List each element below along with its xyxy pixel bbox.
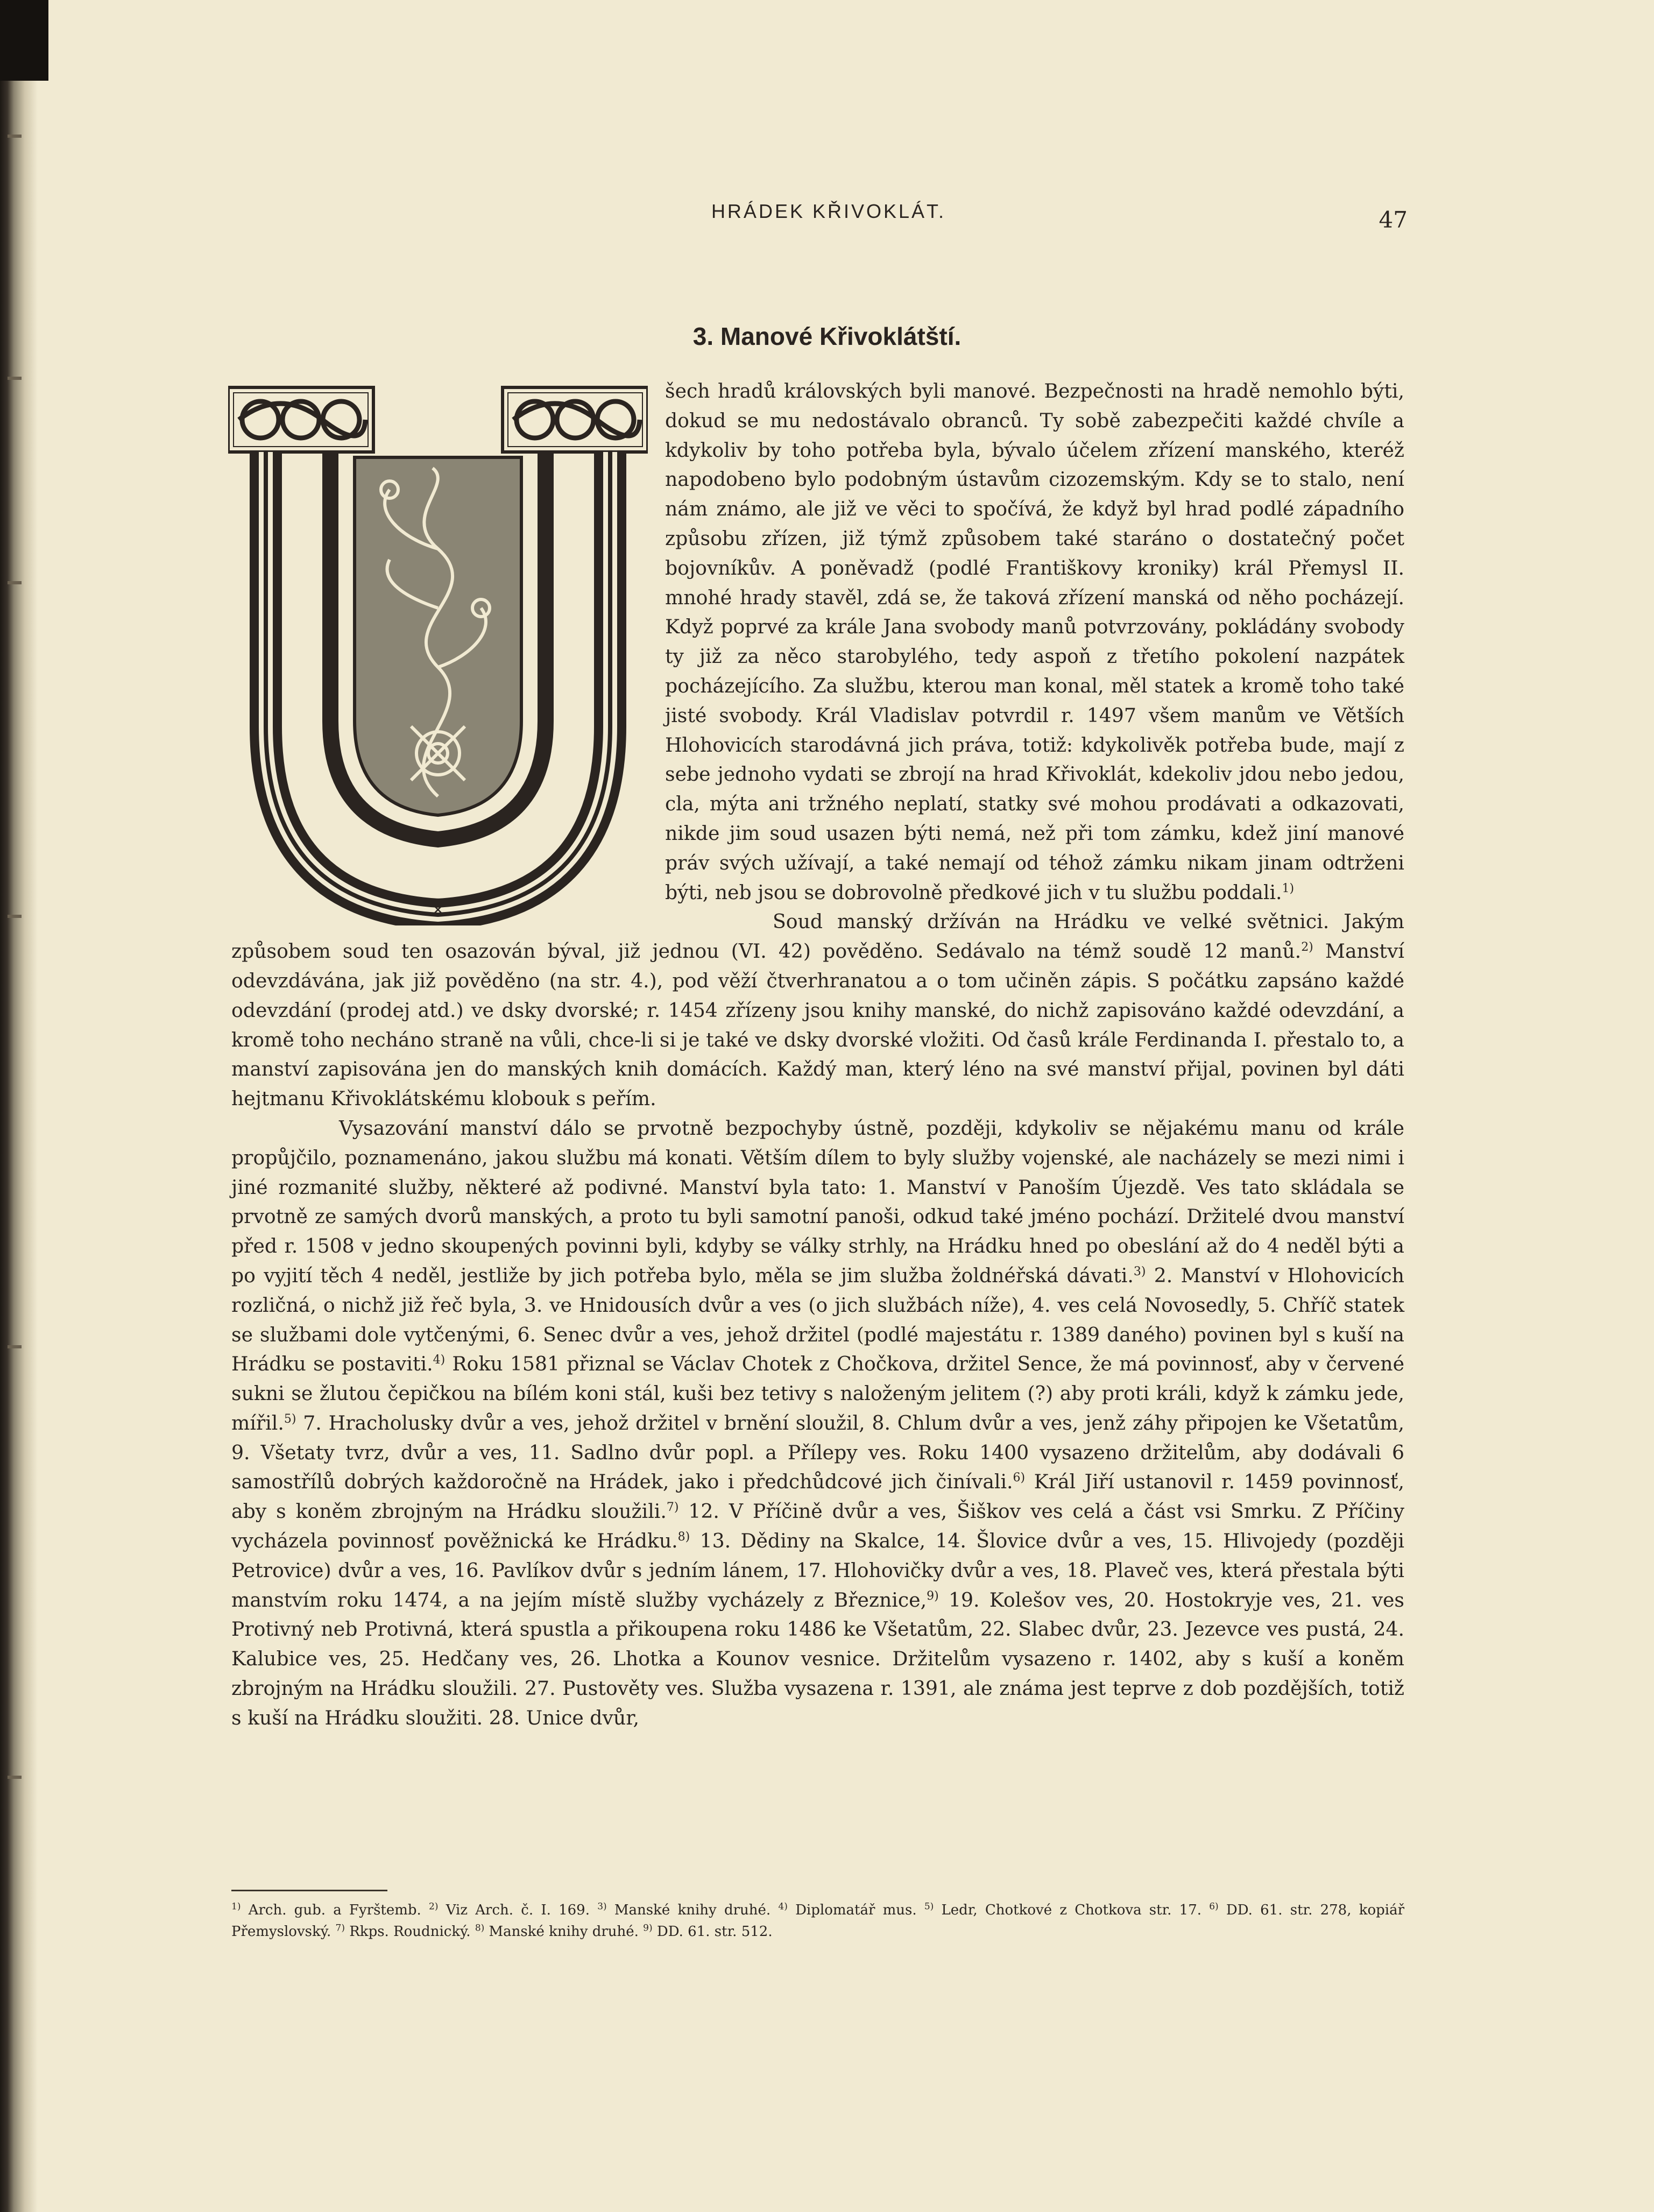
footnote-ref[interactable]: 8) bbox=[677, 1530, 690, 1544]
footnote-text: Viz Arch. č. I. 169. bbox=[438, 1902, 598, 1918]
footnote-text: Rkps. Roudnický. bbox=[344, 1924, 475, 1940]
binding-stitch bbox=[8, 377, 22, 380]
footnote-text: Arch. gub. a Fyrštemb. bbox=[241, 1902, 429, 1918]
text-run: šech hradů královských byli manové. Bezpečnosti na hradě nemohlo býti, dokud se mu nedostávalo obranců. Ty sobě zabezpečiti každé chvíle a kdykoliv by toho potřeba byla, bývalo účelem zřízení manského, kteréž napodobeno bylo podobným ústavům cizozemským. Kdy se to stalo, není nám známo, ale již ve věci to spočívá, že když byl hrad podlé západního způsobu zřízen, již týmž způsobem také staráno o dostatečný počet bojovníkův. A poněvadž (podlé Františkovy kroniky) král Přemysl II. mnohé hrady stavěl, zdá se, že taková zřízení manská od něho pocházejí. Když poprvé za krále Jana svobody manů potvrzovány, pokládány svobody ty již za něco starobylého, tedy aspoň z třetího pokolení nazpátek pocházejícího. Za službu, kterou man konal, měl statek a kromě toho také jisté svobody. Král Vladislav potvrdil r. 1497 všem manům ve Větších Hlohovicích starodávná jich práva, totiž: kdykolivěk potřeba bude, mají z sebe jednoho vydati se zbrojí na hrad Křivoklát, kdekoliv jdou nebo jedou, cla, mýta ani tržného neplatí, statky své mohou prodávati a odkazovati, nikde jim soud usazen býti nemá, než při tom zámku, kdež jiní manové práv svých užívají, a také nemají od téhož zámku nikam jinam odtrženi býti, neb jsou se dobrovolně předkové jich v tu službu poddali. bbox=[665, 379, 1404, 904]
footnote-marker: 3) bbox=[597, 1901, 607, 1912]
footnote-marker: 2) bbox=[429, 1901, 439, 1912]
binding-stitch bbox=[8, 135, 22, 138]
binding-stitch bbox=[8, 581, 22, 584]
main-text bbox=[231, 377, 1404, 1733]
paragraph bbox=[231, 1114, 1404, 1733]
footnotes bbox=[231, 1899, 1404, 1942]
text-run: 19. Kolešov ves, 20. Hostokryje ves, 21. ves Protivný neb Protivná, která spustla a přikoupena roku 1486 ke Všetatům, 22. Slabec dvůr, 23. Jezevce ves pustá, 24. Kalubice ves, 25. Hedčany ves, 26. Lhotka a Kounov vesnice. Držitelům vysazeno r. 1402, aby s kuší a koněm zbrojným na Hrádku sloužili. 27. Pustověty ves. Služba vysazena r. 1391, ale známa jest teprve z dob pozdějších, totiž s kuší na Hrádku sloužiti. 28. Unice dvůr, bbox=[231, 1588, 1404, 1729]
text-run: Soud manský držíván na Hrádku ve velké světnici. Jakým způsobem soud ten osazován býval, již jednou (VI. 42) pověděno. Sedávalo na témž soudě 12 manů. bbox=[231, 910, 1404, 963]
text-run: 13. Dědiny na Skalce, 14. Šlovice dvůr a ves, 15. Hlivojedy (později Petrovice) dvůr a ves, 16. Pavlíkov dvůr s jedním lánem, 17. Hlohovičky dvůr a ves, 18. Plaveč ves, která přestala býti manstvím roku 1474, a na jejím místě služby vycházely z Březnice, bbox=[231, 1529, 1404, 1612]
footnote-separator bbox=[231, 1890, 387, 1891]
footnote-text: Ledr, Chotkové z Chotkova str. 17. bbox=[934, 1902, 1210, 1918]
footnote-text: Diplomatář mus. bbox=[787, 1902, 924, 1918]
page-number: 47 bbox=[1379, 207, 1408, 233]
footnote-ref[interactable]: 2) bbox=[1301, 941, 1313, 955]
footnote-marker: 5) bbox=[924, 1901, 934, 1912]
binding-stitch bbox=[8, 915, 22, 918]
text-run: 12. V Příčině dvůr a ves, Šiškov ves celá a část vsi Smrku. Z Příčiny vycházela povinnosť pověžnická ke Hrádku. bbox=[231, 1500, 1404, 1553]
footnote-text: Manské knihy druhé. bbox=[606, 1902, 779, 1918]
text-run: 2. Manství v Hlohovicích rozličná, o nichž již řeč byla, 3. ve Hnidousích dvůr a ves (o jich službách níže), 4. ves celá Novosedly, 5. Chříč statek se službami dole vytčenými, 6. Senec dvůr a ves, jehož držitel (podlé majestátu r. 1389 daného) povinen byl s kuší na Hrádku se postaviti. bbox=[231, 1263, 1404, 1376]
binding-dark-corner bbox=[0, 0, 48, 81]
paragraph bbox=[231, 907, 1404, 1114]
footnote-ref[interactable]: 4) bbox=[433, 1353, 446, 1367]
footnote-marker: 1) bbox=[231, 1901, 241, 1912]
footnote-marker: 7) bbox=[335, 1923, 345, 1934]
footnote-text: DD. 61. str. 278, kopiář Přemyslovský. bbox=[231, 1902, 1405, 1940]
footnote-ref[interactable]: 9) bbox=[927, 1589, 939, 1603]
ornamental-initial-v bbox=[228, 377, 648, 925]
text-run: Vysazování manství dálo se prvotně bezpochyby ústně, později, kdykoliv se nějakému manu od krále propůjčilo, poznamenáno, jakou službu má konati. Větším dílem to byly služby vojenské, ale nacházely se mezi nimi i jiné rozmanité služby, některé až podivné. Manství byla tato: 1. Manství v Panoším Újezdě. Ves tato skládala se prvotně ze samých dvorů manských, a proto tu byli samotní panoši, odkud také jméno pochází. Držitelé dvou manství před r. 1508 v jedno skoupených povinni byli, kdyby se války strhly, na Hrádku hned po obeslání až do 4 neděl býti a po vyjití těch 4 neděl, jestliže by jich potřeba bylo, měla se jim služba žoldnéřská dávati. bbox=[231, 1116, 1404, 1287]
section-title: 3. Manové Křivoklátští. bbox=[692, 322, 962, 350]
footnote-ref[interactable]: 1) bbox=[1282, 881, 1295, 895]
footnote-marker: 6) bbox=[1209, 1901, 1219, 1912]
footnote-marker: 4) bbox=[778, 1901, 788, 1912]
footnote-ref[interactable]: 3) bbox=[1133, 1264, 1146, 1278]
binding-stitch bbox=[8, 1776, 22, 1779]
footnote-ref[interactable]: 5) bbox=[284, 1412, 296, 1426]
footnote-text: DD. 61. str. 512. bbox=[652, 1924, 773, 1940]
footnote-ref[interactable]: 7) bbox=[666, 1501, 679, 1515]
text-run: Manství odevzdávána, jak již pověděno (na str. 4.), pod věží čtverhranatou a o tom učiněn zápis. S počátku zapsáno každé odevzdání (prodej atd.) ve dsky dvorské; r. 1454 zřízeny jsou knihy manské, do nichž zapisováno každé odevzdání, a kromě toho necháno straně na vůli, chce-li si je také ve dsky dvorské vložiti. Od časů krále Ferdinanda I. přestalo to, a manství zapisována jen do manských knih domácích. Každý man, který léno na své manství přijal, povinen byl dáti hejtmanu Křivoklátskému klobouk s peřím. bbox=[231, 939, 1404, 1111]
footnote-text: Manské knihy druhé. bbox=[484, 1924, 644, 1940]
running-head: HRÁDEK KŘIVOKLÁT. bbox=[711, 200, 946, 222]
text-run: Roku 1581 přiznal se Václav Chotek z Chočkova, držitel Sence, že má povinnosť, aby v červené sukni se žlutou čepičkou na bílém koni stál, kuši bez tetivy s naloženým jelitem (?) aby proti králi, když k zámku jede, mířil. bbox=[231, 1352, 1405, 1434]
footnote-marker: 8) bbox=[475, 1923, 485, 1934]
binding-stitch bbox=[8, 1345, 22, 1348]
svg-text:✕: ✕ bbox=[432, 902, 444, 918]
text-run: 7. Hracholusky dvůr a ves, jehož držitel v brnění sloužil, 8. Chlum dvůr a ves, jenž záhy připojen ke Všetatům, 9. Všetaty tvrz, dvůr a ves, 11. Sadlno dvůr popl. a Přílepy ves. Roku 1400 vysazeno držitelům, aby dodávali 6 samostřílů dobrých každoročně na Hrádek, jako i předchůdcové jich činívali. bbox=[231, 1411, 1404, 1494]
footnote-ref[interactable]: 6) bbox=[1013, 1471, 1026, 1485]
page-header bbox=[226, 200, 1431, 238]
footnote-marker: 9) bbox=[643, 1923, 653, 1934]
text-run: Král Jiří ustanovil r. 1459 povinnosť, aby s koněm zbrojným na Hrádku sloužili. bbox=[231, 1470, 1404, 1523]
